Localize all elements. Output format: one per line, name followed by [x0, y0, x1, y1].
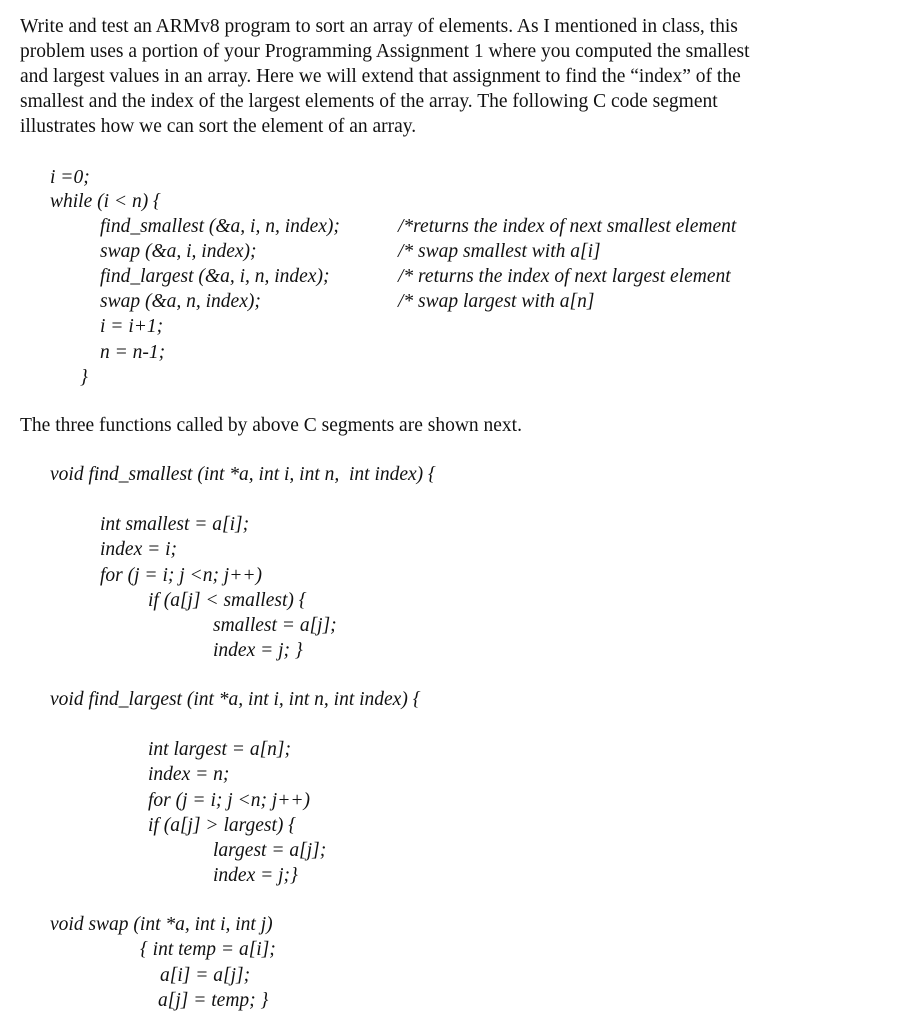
code-init: i =0; [50, 167, 90, 188]
code-line: smallest = a[j]; [213, 615, 337, 636]
functions-intro: The three functions called by above C segments are shown next. [20, 415, 522, 436]
code-comment: /*returns the index of next smallest element [398, 216, 737, 237]
code-line: swap (&a, i, index); [100, 241, 257, 262]
code-while: while (i < n) { [50, 191, 161, 212]
code-line: for (j = i; j <n; j++) [148, 790, 311, 811]
function-signature: void find_largest (int *a, int i, int n, int index) { [50, 689, 421, 710]
code-line: { int temp = a[i]; [140, 939, 276, 960]
code-line: i = i+1; [100, 316, 164, 337]
intro-line: problem uses a portion of your Programming Assignment 1 where you computed the smallest [20, 41, 750, 62]
code-line: for (j = i; j <n; j++) [100, 565, 263, 586]
intro-line: illustrates how we can sort the element of an array. [20, 116, 417, 137]
code-line: index = j; } [213, 640, 303, 661]
code-line: index = i; [100, 539, 178, 560]
code-comment: /* returns the index of next largest element [398, 266, 731, 287]
code-close-brace: } [80, 367, 88, 388]
intro-line: and largest values in an array. Here we will extend that assignment to find the “index” of the [20, 66, 741, 87]
code-line: if (a[j] < smallest) { [148, 590, 307, 611]
code-line: a[j] = temp; } [158, 990, 269, 1011]
code-line: find_largest (&a, i, n, index); [100, 266, 330, 287]
code-line: index = j;} [213, 865, 298, 886]
code-line: if (a[j] > largest) { [148, 815, 297, 836]
intro-line: Write and test an ARMv8 program to sort an array of elements. As I mentioned in class, this [20, 16, 738, 37]
code-line: int largest = a[n]; [148, 739, 291, 760]
code-comment: /* swap smallest with a[i] [398, 241, 601, 262]
function-signature: void swap (int *a, int i, int j) [50, 914, 273, 935]
code-line: int smallest = a[i]; [100, 514, 250, 535]
code-line: largest = a[j]; [213, 840, 327, 861]
code-line: find_smallest (&a, i, n, index); [100, 216, 340, 237]
intro-line: smallest and the index of the largest elements of the array. The following C code segment [20, 91, 718, 112]
code-line: index = n; [148, 764, 230, 785]
problem-statement [20, 14, 880, 139]
code-line: n = n-1; [100, 342, 166, 363]
function-signature: void find_smallest (int *a, int i, int n, int index) { [50, 464, 436, 485]
code-line: swap (&a, n, index); [100, 291, 261, 312]
code-line: a[i] = a[j]; [160, 965, 251, 986]
code-comment: /* swap largest with a[n] [398, 291, 595, 312]
